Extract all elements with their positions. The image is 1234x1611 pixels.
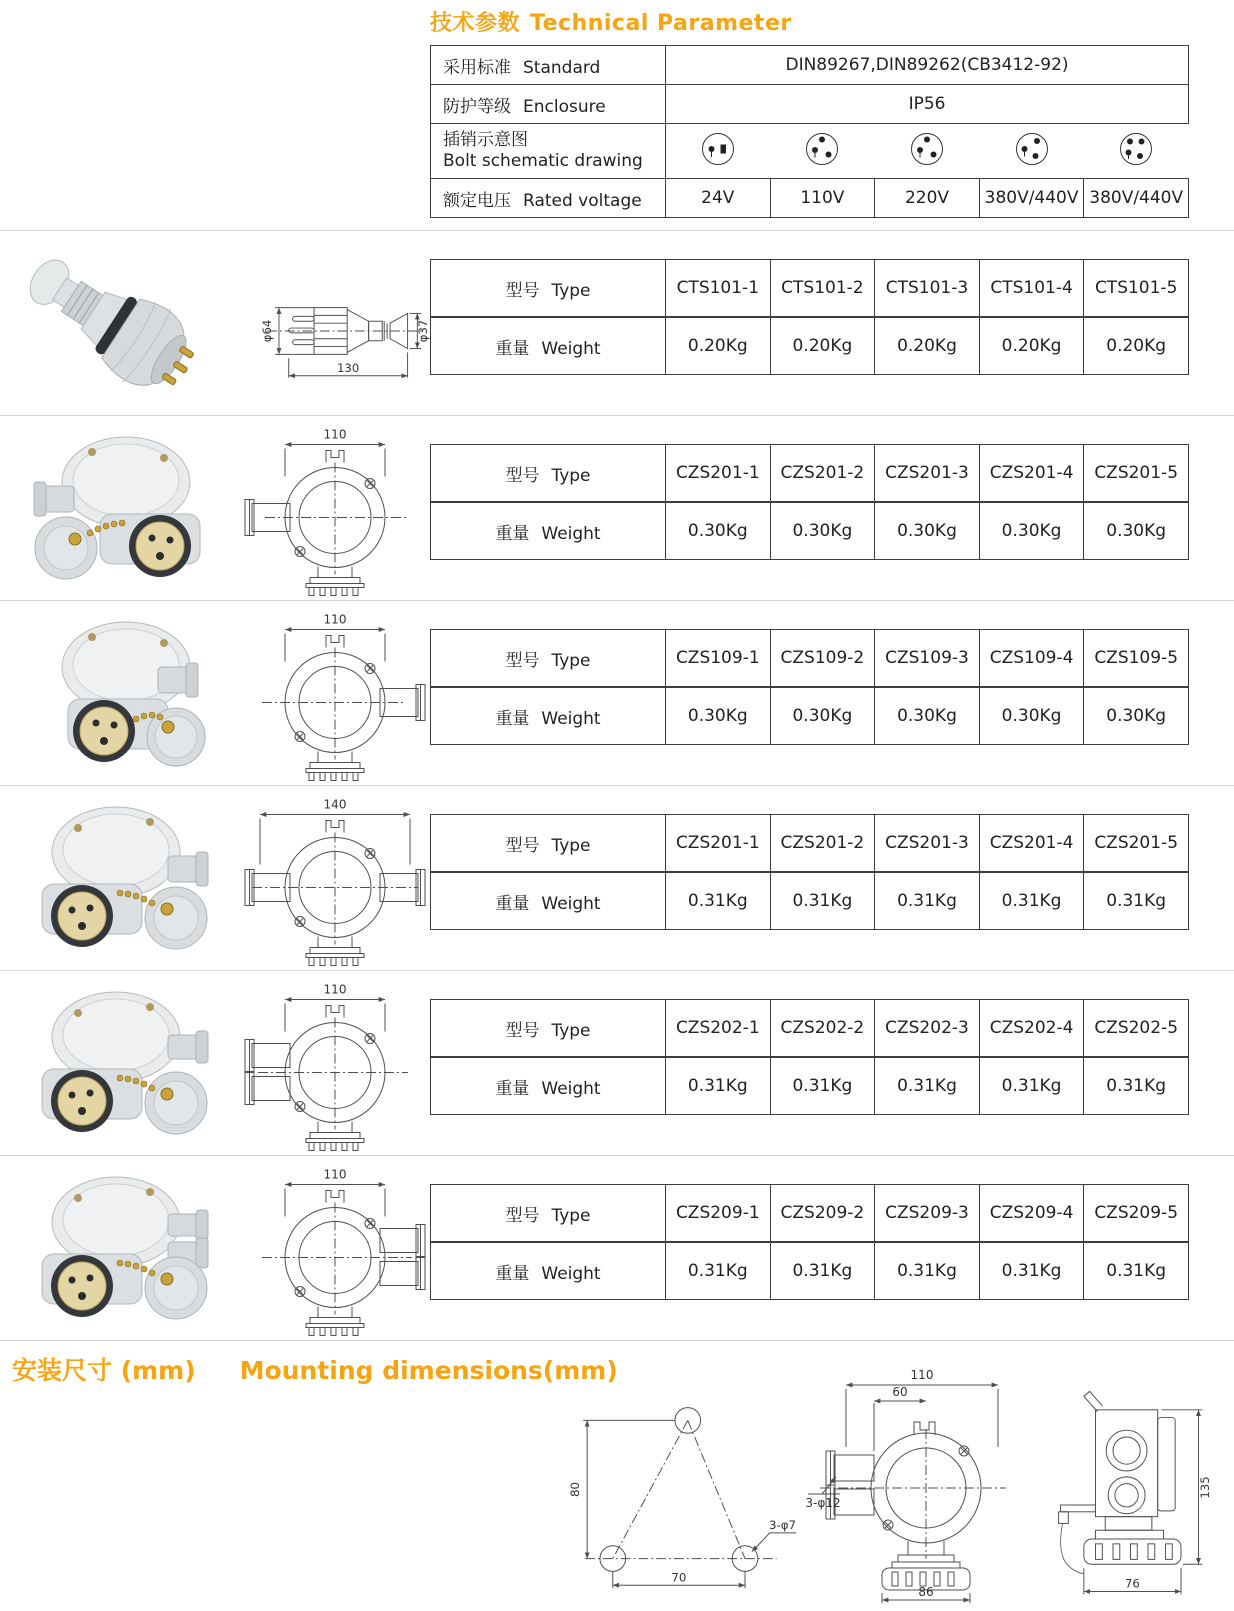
enclosure-label-en: Enclosure xyxy=(523,96,606,117)
weight-value: 0.30Kg xyxy=(875,687,980,745)
standard-label xyxy=(431,46,666,85)
product-photo xyxy=(8,1170,234,1326)
weight-row xyxy=(431,872,1189,930)
type-value: CZS202-2 xyxy=(770,1000,875,1058)
type-value: CZS201-5 xyxy=(1084,445,1189,503)
technical-parameter-title xyxy=(430,6,792,37)
type-label-en: Type xyxy=(551,650,591,671)
socket-front-drawing xyxy=(240,420,430,596)
spec-table-czs202 xyxy=(430,999,1189,1115)
weight-value: 0.30Kg xyxy=(770,687,875,745)
weight-value: 0.30Kg xyxy=(666,502,771,560)
weight-value: 0.20Kg xyxy=(770,317,875,375)
type-label-zh: 型号 xyxy=(505,465,540,486)
type-label-en: Type xyxy=(551,835,591,856)
dim-front-holes: 3-φ12 xyxy=(806,1496,841,1510)
mounting-front-drawing xyxy=(806,1363,1041,1609)
type-row xyxy=(431,1000,1189,1058)
product-drawing xyxy=(240,975,430,1151)
weight-label xyxy=(431,502,666,560)
spec-table-czs201b xyxy=(430,814,1189,930)
bolt-schematic-icon-3pin xyxy=(907,129,947,169)
weight-value: 0.20Kg xyxy=(666,317,771,375)
weight-label-zh: 重量 xyxy=(495,523,530,544)
type-value: CTS101-3 xyxy=(875,260,980,318)
product-drawing xyxy=(240,605,430,781)
bolt-schematic-label-zh: 插销示意图 xyxy=(443,129,528,150)
voltage-value: 220V xyxy=(875,179,980,218)
weight-value: 0.31Kg xyxy=(666,1242,771,1300)
weight-label-en: Weight xyxy=(541,1263,601,1284)
weight-label-en: Weight xyxy=(541,708,601,729)
type-value: CZS201-5 xyxy=(1084,815,1189,873)
weight-label xyxy=(431,1057,666,1115)
type-row xyxy=(431,815,1189,873)
type-label-en: Type xyxy=(551,280,591,301)
type-label xyxy=(431,260,666,318)
type-row xyxy=(431,1185,1189,1243)
type-label-en: Type xyxy=(551,1205,591,1226)
weight-value: 0.31Kg xyxy=(770,1242,875,1300)
product-photo xyxy=(8,253,234,409)
weight-value: 0.31Kg xyxy=(1084,1057,1189,1115)
type-label xyxy=(431,1000,666,1058)
dim-front-base: 86 xyxy=(918,1585,934,1599)
product-photo xyxy=(8,430,234,586)
mounting-title-zh: 安装尺寸 (mm) xyxy=(12,1356,196,1385)
dim-width: 110 xyxy=(323,427,347,442)
product-photo xyxy=(8,985,234,1141)
dim-hole-height: 80 xyxy=(568,1481,583,1498)
weight-value: 0.31Kg xyxy=(666,1057,771,1115)
weight-value: 0.30Kg xyxy=(875,502,980,560)
type-value: CZS209-5 xyxy=(1084,1185,1189,1243)
enclosure-label-zh: 防护等级 xyxy=(443,96,511,117)
socket-front-drawing xyxy=(240,790,430,966)
weight-label-zh: 重量 xyxy=(495,1263,530,1284)
voltage-value: 110V xyxy=(770,179,875,218)
voltage-value: 380V/440V xyxy=(1084,179,1189,218)
weight-value: 0.30Kg xyxy=(979,502,1084,560)
type-label-zh: 型号 xyxy=(505,1020,540,1041)
weight-value: 0.30Kg xyxy=(770,502,875,560)
voltage-row xyxy=(431,179,1189,218)
type-value: CZS201-4 xyxy=(979,445,1084,503)
type-value: CZS109-5 xyxy=(1084,630,1189,688)
standard-label-zh: 采用标准 xyxy=(443,57,511,78)
weight-value: 0.31Kg xyxy=(666,872,771,930)
type-value: CZS202-1 xyxy=(666,1000,771,1058)
enclosure-row xyxy=(431,85,1189,124)
type-label-zh: 型号 xyxy=(505,650,540,671)
product-drawing xyxy=(240,420,430,596)
dim-front-inner: 60 xyxy=(892,1385,908,1399)
enclosure-value: IP56 xyxy=(666,85,1189,124)
weight-row xyxy=(431,1242,1189,1300)
type-value: CZS202-4 xyxy=(979,1000,1084,1058)
weight-label-zh: 重量 xyxy=(495,338,530,359)
weight-label xyxy=(431,687,666,745)
product-photo xyxy=(8,615,234,771)
weight-value: 0.20Kg xyxy=(979,317,1084,375)
type-value: CTS101-5 xyxy=(1084,260,1189,318)
type-value: CTS101-1 xyxy=(666,260,771,318)
type-value: CZS202-5 xyxy=(1084,1000,1189,1058)
socket-photo-illustration xyxy=(14,1170,234,1325)
bolt-schematic-icon-2pin xyxy=(698,129,738,169)
type-label-en: Type xyxy=(551,465,591,486)
bolt-schematic-icon-3pin xyxy=(1012,129,1052,169)
socket-photo-illustration xyxy=(8,430,228,585)
voltage-label-zh: 额定电压 xyxy=(443,190,511,211)
type-value: CZS201-2 xyxy=(770,815,875,873)
voltage-label xyxy=(431,179,666,218)
type-value: CZS209-2 xyxy=(770,1185,875,1243)
weight-value: 0.31Kg xyxy=(875,1242,980,1300)
dim-front-width: 110 xyxy=(910,1368,934,1382)
type-label xyxy=(431,445,666,503)
voltage-value: 380V/440V xyxy=(979,179,1084,218)
type-value: CTS101-2 xyxy=(770,260,875,318)
socket-photo-illustration xyxy=(14,800,234,955)
standard-row xyxy=(431,46,1189,85)
product-row-cts101 xyxy=(0,230,1234,416)
type-label xyxy=(431,815,666,873)
dim-width: 110 xyxy=(323,982,347,997)
dim-hole-size: 3-φ7 xyxy=(768,1517,797,1532)
dim-length: 130 xyxy=(336,360,360,375)
standard-label-en: Standard xyxy=(523,57,601,78)
type-value: CZS201-1 xyxy=(666,445,771,503)
type-value: CZS109-2 xyxy=(770,630,875,688)
dim-side-height: 135 xyxy=(1198,1476,1213,1499)
enclosure-label xyxy=(431,85,666,124)
type-row xyxy=(431,445,1189,503)
type-row xyxy=(431,630,1189,688)
parameter-table xyxy=(430,45,1189,218)
bolt-schematic-cell xyxy=(979,124,1084,179)
product-row-czs201b xyxy=(0,785,1234,971)
weight-label-en: Weight xyxy=(541,893,601,914)
dim-width: 110 xyxy=(323,1167,347,1182)
type-value: CZS109-3 xyxy=(875,630,980,688)
type-label xyxy=(431,1185,666,1243)
type-value: CZS201-1 xyxy=(666,815,771,873)
type-label-zh: 型号 xyxy=(505,1205,540,1226)
bolt-schematic-cell xyxy=(666,124,771,179)
weight-row xyxy=(431,687,1189,745)
voltage-label-en: Rated voltage xyxy=(523,190,642,211)
socket-front-drawing xyxy=(240,605,430,781)
weight-value: 0.31Kg xyxy=(979,1242,1084,1300)
product-photo xyxy=(8,800,234,956)
type-value: CZS209-4 xyxy=(979,1185,1084,1243)
bolt-schematic-cell xyxy=(875,124,980,179)
bolt-schematic-cell xyxy=(1084,124,1189,179)
weight-label-en: Weight xyxy=(541,523,601,544)
mounting-title-en: Mounting dimensions(mm) xyxy=(239,1356,618,1385)
dim-hole-width: 70 xyxy=(671,1570,687,1585)
type-row xyxy=(431,260,1189,318)
product-row-czs209 xyxy=(0,1155,1234,1341)
bolt-schematic-label xyxy=(431,124,666,179)
plug-dimension-drawing xyxy=(240,269,430,391)
bolt-schematic-cell xyxy=(770,124,875,179)
standard-value: DIN89267,DIN89262(CB3412-92) xyxy=(666,46,1189,85)
weight-value: 0.31Kg xyxy=(770,872,875,930)
dim-width: 140 xyxy=(323,797,347,812)
voltage-value: 24V xyxy=(666,179,771,218)
weight-value: 0.31Kg xyxy=(1084,1242,1189,1300)
type-value: CZS201-3 xyxy=(875,445,980,503)
bolt-schematic-row xyxy=(431,124,1189,179)
weight-value: 0.20Kg xyxy=(1084,317,1189,375)
dim-side-base: 76 xyxy=(1125,1576,1140,1591)
weight-label-zh: 重量 xyxy=(495,1078,530,1099)
weight-label-en: Weight xyxy=(541,338,601,359)
plug-photo-illustration xyxy=(8,253,233,403)
socket-photo-illustration xyxy=(8,615,228,770)
bolt-schematic-label-en: Bolt schematic drawing xyxy=(443,151,643,171)
weight-label-en: Weight xyxy=(541,1078,601,1099)
weight-label xyxy=(431,317,666,375)
weight-label xyxy=(431,872,666,930)
product-drawing xyxy=(240,790,430,966)
type-value: CZS201-2 xyxy=(770,445,875,503)
weight-value: 0.30Kg xyxy=(1084,502,1189,560)
socket-front-drawing xyxy=(240,975,430,1151)
weight-label xyxy=(431,1242,666,1300)
type-label-zh: 型号 xyxy=(505,280,540,301)
spec-table-czs201a xyxy=(430,444,1189,560)
mounting-side-drawing xyxy=(1045,1369,1215,1611)
technical-parameter-title-zh: 技术参数 xyxy=(430,11,521,36)
mounting-hole-pattern-drawing xyxy=(540,1377,805,1606)
type-value: CTS101-4 xyxy=(979,260,1084,318)
bolt-schematic-icon-4pin xyxy=(1116,129,1156,169)
spec-table-czs109 xyxy=(430,629,1189,745)
type-value: CZS109-1 xyxy=(666,630,771,688)
type-value: CZS109-4 xyxy=(979,630,1084,688)
type-value: CZS202-3 xyxy=(875,1000,980,1058)
product-row-czs109 xyxy=(0,600,1234,786)
dim-tip: φ37 xyxy=(416,319,430,343)
weight-value: 0.31Kg xyxy=(1084,872,1189,930)
type-value: CZS209-3 xyxy=(875,1185,980,1243)
product-row-czs202 xyxy=(0,970,1234,1156)
type-label-zh: 型号 xyxy=(505,835,540,856)
dim-diameter: φ64 xyxy=(260,319,275,343)
mounting-section xyxy=(0,1340,1234,1608)
spec-table-cts101 xyxy=(430,259,1189,375)
socket-front-drawing xyxy=(240,1160,430,1336)
product-drawing xyxy=(240,1160,430,1336)
weight-value: 0.30Kg xyxy=(666,687,771,745)
weight-row xyxy=(431,317,1189,375)
type-value: CZS201-3 xyxy=(875,815,980,873)
type-label-en: Type xyxy=(551,1020,591,1041)
weight-label-zh: 重量 xyxy=(495,708,530,729)
product-row-czs201a xyxy=(0,415,1234,601)
weight-row xyxy=(431,502,1189,560)
type-value: CZS201-4 xyxy=(979,815,1084,873)
bolt-schematic-icon-3pin xyxy=(802,129,842,169)
technical-parameter-title-en: Technical Parameter xyxy=(530,11,792,36)
mounting-dimensions-title xyxy=(12,1351,618,1387)
type-value: CZS209-1 xyxy=(666,1185,771,1243)
weight-value: 0.31Kg xyxy=(979,872,1084,930)
weight-value: 0.20Kg xyxy=(875,317,980,375)
weight-value: 0.30Kg xyxy=(979,687,1084,745)
dim-width: 110 xyxy=(323,612,347,627)
weight-value: 0.31Kg xyxy=(770,1057,875,1115)
weight-value: 0.31Kg xyxy=(875,872,980,930)
weight-value: 0.30Kg xyxy=(1084,687,1189,745)
socket-photo-illustration xyxy=(14,985,234,1140)
weight-value: 0.31Kg xyxy=(979,1057,1084,1115)
weight-label-zh: 重量 xyxy=(495,893,530,914)
spec-table-czs209 xyxy=(430,1184,1189,1300)
type-label xyxy=(431,630,666,688)
weight-row xyxy=(431,1057,1189,1115)
weight-value: 0.31Kg xyxy=(875,1057,980,1115)
